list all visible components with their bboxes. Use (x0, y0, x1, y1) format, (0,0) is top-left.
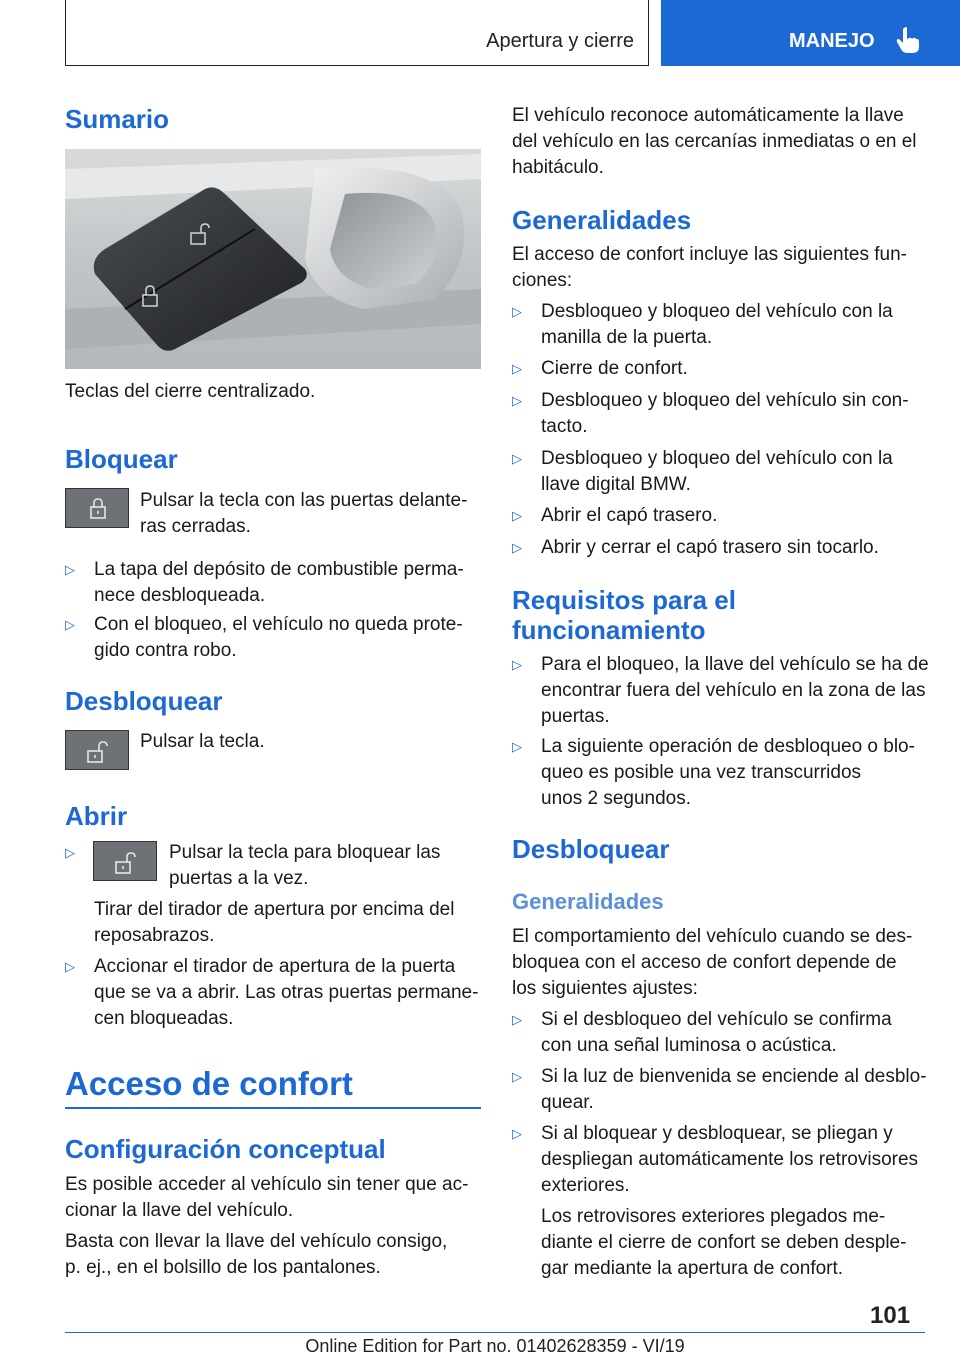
header-section-box (65, 0, 649, 66)
abrir-step-1-text: Pulsar la tecla para bloquear las puertas a la vez. (169, 842, 441, 889)
desbloquear-text: Pulsar la tecla. (140, 731, 265, 752)
pointing-hand-icon (895, 26, 921, 54)
photo-caption: Teclas del cierre centralizado. (65, 381, 316, 402)
bullet-triangle-icon: ▷ (512, 451, 522, 466)
footer-divider (65, 1332, 925, 1333)
bullet-triangle-icon: ▷ (512, 361, 522, 376)
section-title-configuracion: Configuración conceptual (65, 1134, 386, 1164)
bullet-triangle-icon: ▷ (65, 617, 75, 632)
bullet-triangle-icon: ▷ (512, 540, 522, 555)
chapter-heading-acceso-de-confort: Acceso de confort (65, 1065, 353, 1102)
bullet-triangle-icon: ▷ (65, 845, 75, 860)
section-title: Apertura y cierre (486, 30, 634, 52)
section-title-desbloquear-confort: Desbloquear (512, 834, 670, 864)
section-title-bloquear: Bloquear (65, 444, 178, 474)
unlock-key-button (65, 730, 129, 770)
bullet-triangle-icon: ▷ (512, 739, 522, 754)
bullet-triangle-icon: ▷ (65, 562, 75, 577)
lock-key-button (65, 488, 129, 528)
intro-paragraph: El vehículo reconoce automáticamente la llave del vehículo en las cercanías inmediatas o en el habitáculo. (512, 105, 917, 178)
central-locking-buttons-photo (65, 149, 481, 369)
footer-edition: Online Edition for Part no. 01402628359 - VI/19 (305, 1336, 685, 1356)
bullet-triangle-icon: ▷ (512, 1126, 522, 1141)
desbloquear-note: Los retrovisores exteriores plegados me- diante el cierre de confort se deben desple- gar mediante la apertura de confort. (541, 1206, 907, 1279)
subsection-title-generalidades: Generalidades (512, 889, 664, 914)
section-title-sumario: Sumario (65, 104, 170, 134)
bullet-triangle-icon: ▷ (512, 304, 522, 319)
config-paragraph-1: Es posible acceder al vehículo sin tener que ac- cionar la llave del vehículo. (65, 1174, 469, 1221)
bullet-triangle-icon: ▷ (512, 657, 522, 672)
bullet-triangle-icon: ▷ (512, 1069, 522, 1084)
section-title-generalidades: Generalidades (512, 205, 692, 235)
bullet-triangle-icon: ▷ (512, 508, 522, 523)
desbloquear-text: El comportamiento del vehículo cuando se des- bloquea con el acceso de confort depende de los siguientes ajustes: (512, 926, 913, 999)
page-number: 101 (870, 1302, 911, 1329)
bloquear-text: Pulsar la tecla con las puertas delante- ras cerradas. (140, 490, 468, 537)
abrir-step-1-detail: Tirar del tirador de apertura por encima del reposabrazos. (94, 899, 455, 946)
section-title-desbloquear: Desbloquear (65, 686, 223, 716)
chapter-title: MANEJO (789, 30, 875, 52)
section-title-abrir: Abrir (65, 801, 128, 831)
header-chapter-tab[interactable] (661, 0, 960, 66)
generalidades-text: El acceso de confort incluye las siguientes fun- ciones: (512, 244, 907, 291)
heading-divider (65, 1107, 481, 1109)
config-paragraph-2: Basta con llevar la llave del vehículo consigo, p. ej., en el bolsillo de los pantalones. (65, 1231, 448, 1278)
bullet-triangle-icon: ▷ (512, 1012, 522, 1027)
section-title-requisitos: Requisitos para el funcionamiento (512, 585, 736, 645)
unlock-key-button (93, 841, 157, 881)
bullet-triangle-icon: ▷ (512, 393, 522, 408)
bullet-triangle-icon: ▷ (65, 959, 75, 974)
